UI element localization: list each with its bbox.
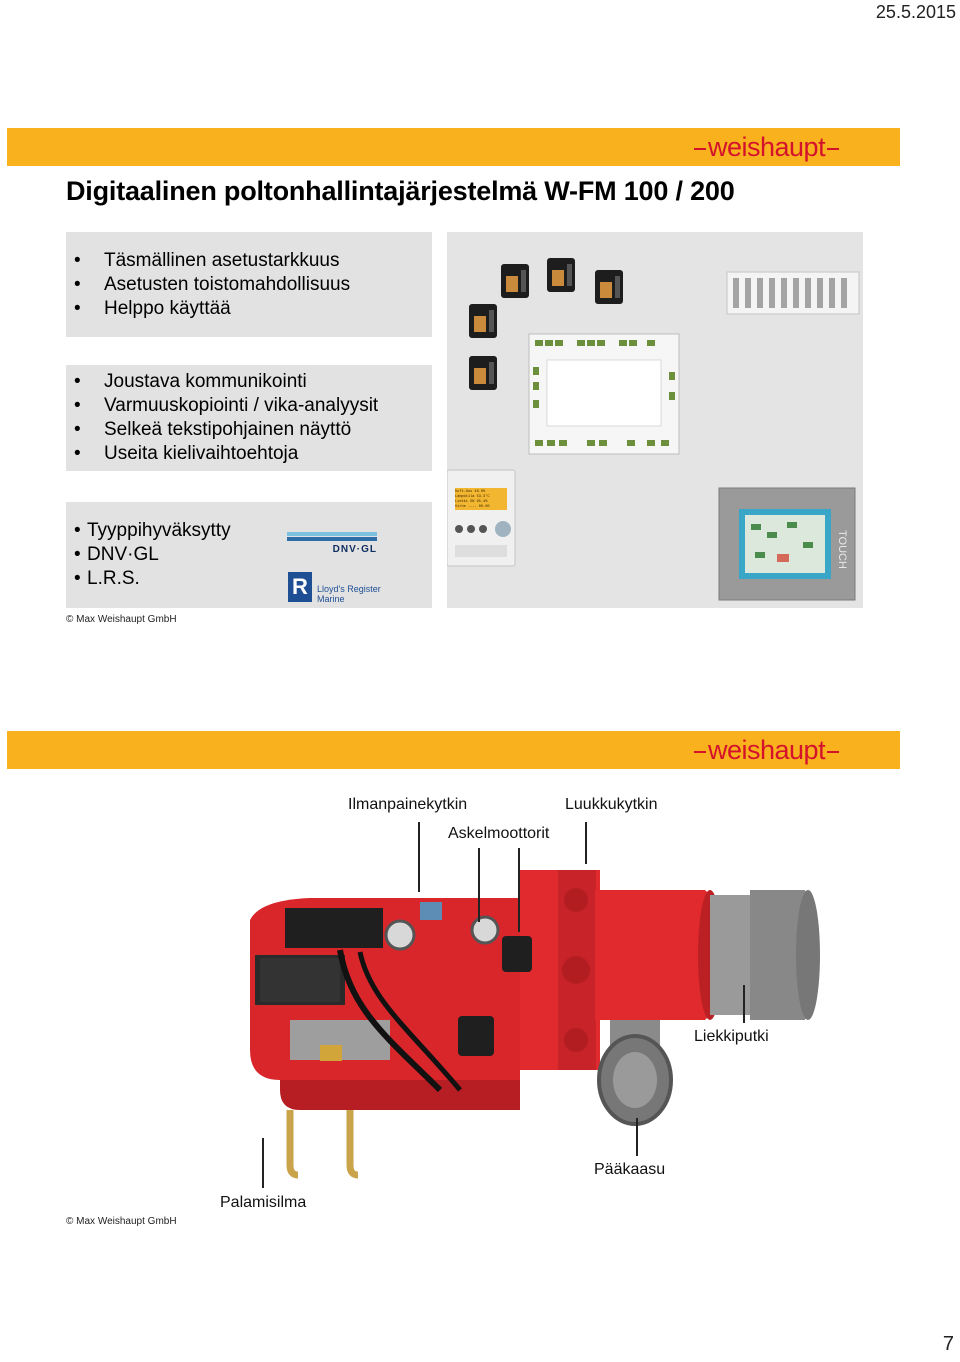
weishaupt-logo: weishaupt xyxy=(692,128,841,166)
leader-askelmoottorit-2 xyxy=(518,848,520,932)
weishaupt-logo: weishaupt xyxy=(692,731,841,769)
display-screen: Duft-Gas 46.0% Lämpötila 53.3°C Liekki ON 95.4% Virhe ---- 00.00 xyxy=(455,490,490,509)
label-liekkiputki: Liekkiputki xyxy=(694,1028,769,1045)
label-ilmanpainekytkin: Ilmanpainekytkin xyxy=(348,796,468,813)
feature-item: • Täsmällinen asetustarkkuus xyxy=(66,249,432,273)
leader-askelmoottorit-1 xyxy=(478,848,480,922)
label-paakaasu: Pääkaasu xyxy=(594,1161,666,1178)
feature-item: • Selkeä tekstipohjainen näyttö xyxy=(66,418,432,442)
copyright-1: © Max Weishaupt GmbH xyxy=(66,614,177,625)
leader-palamisilma xyxy=(262,1138,264,1188)
leader-liekkiputki xyxy=(743,985,745,1023)
approval-item: • L.R.S. xyxy=(66,567,432,591)
label-luukkukytkin: Luukkukytkin xyxy=(565,796,658,813)
leader-ilmanpainekytkin xyxy=(418,822,420,892)
label-palamisilma: Palamisilma xyxy=(220,1194,307,1211)
copyright-2: © Max Weishaupt GmbH xyxy=(66,1216,177,1227)
leader-luukkukytkin xyxy=(585,822,587,864)
label-askelmoottorit: Askelmoottorit xyxy=(448,825,550,842)
lloyds-register-logo: R Lloyd's Register Marine xyxy=(288,572,388,606)
display-unit xyxy=(447,470,515,566)
dnv-gl-logo: DNV·GL xyxy=(287,532,377,558)
control-board xyxy=(529,334,679,454)
touch-panel xyxy=(719,488,855,600)
page-number: 7 xyxy=(942,1333,954,1355)
feature-box-precision xyxy=(66,232,432,337)
control-components-illustration xyxy=(447,232,863,608)
expansion-module xyxy=(727,272,859,314)
touch-panel-brand: TOUCH xyxy=(836,530,848,569)
header-date: 25.5.2015 xyxy=(875,2,956,22)
feature-item: • Varmuuskopiointi / vika-analyysit xyxy=(66,394,432,418)
burner-illustration xyxy=(190,840,830,1190)
approval-item: • Tyyppihyväksytty xyxy=(66,519,432,543)
slide-title: Digitaalinen poltonhallintajärjestelmä W-FM 100 / 200 xyxy=(66,176,735,206)
feature-item: • Asetusten toistomahdollisuus xyxy=(66,273,432,297)
leader-paakaasu xyxy=(636,1118,638,1156)
feature-item: • Helppo käyttää xyxy=(66,297,432,321)
product-image-panel xyxy=(447,232,863,608)
feature-item: • Useita kielivaihtoehtoja xyxy=(66,442,432,466)
approval-item: • DNV·GL xyxy=(66,543,432,567)
feature-item: • Joustava kommunikointi xyxy=(66,370,432,394)
feature-box-communication xyxy=(66,365,432,471)
feature-box-approvals xyxy=(66,502,432,608)
